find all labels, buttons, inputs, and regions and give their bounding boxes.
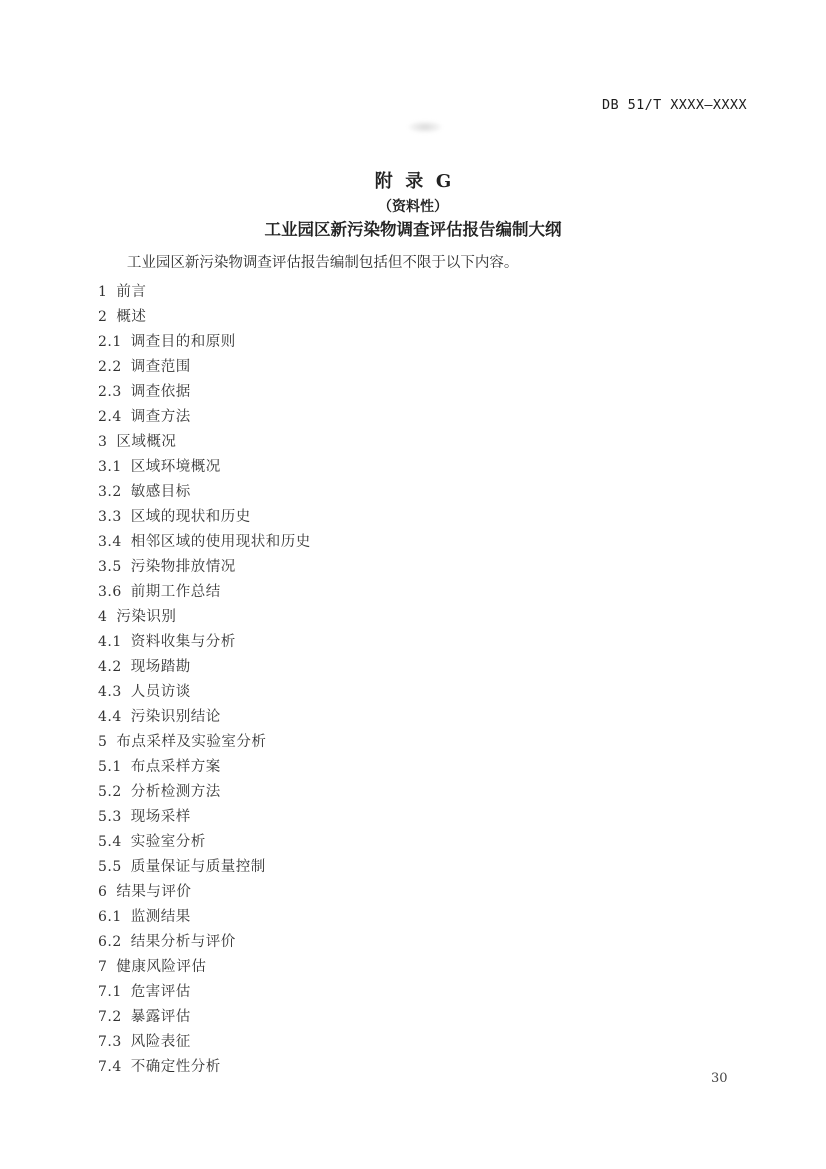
appendix-title-block bbox=[0, 171, 826, 240]
item-label: 不确定性分析 bbox=[130, 1059, 221, 1075]
appendix-subtitle: 工业园区新污染物调查评估报告编制大纲 bbox=[264, 220, 562, 239]
list-item bbox=[98, 953, 766, 978]
intro-paragraph: 工业园区新污染物调查评估报告编制包括但不限于以下内容。 bbox=[126, 255, 519, 271]
list-item bbox=[98, 928, 766, 953]
item-number: 5.4 bbox=[98, 834, 122, 850]
item-number: 2.2 bbox=[98, 359, 122, 375]
list-item bbox=[98, 528, 766, 553]
item-label: 调查范围 bbox=[130, 359, 191, 375]
item-number: 4.4 bbox=[98, 709, 122, 725]
page-number: 30 bbox=[711, 1071, 728, 1086]
list-item bbox=[98, 503, 766, 528]
list-item bbox=[98, 903, 766, 928]
item-number: 5.1 bbox=[98, 759, 122, 775]
item-label: 相邻区域的使用现状和历史 bbox=[130, 534, 311, 550]
list-item bbox=[98, 703, 766, 728]
item-label: 区域的现状和历史 bbox=[130, 509, 251, 525]
item-number: 4.3 bbox=[98, 684, 122, 700]
list-item bbox=[98, 678, 766, 703]
item-label: 布点采样方案 bbox=[130, 759, 221, 775]
list-item bbox=[98, 1053, 766, 1078]
item-number: 5.5 bbox=[98, 859, 122, 875]
item-label: 资料收集与分析 bbox=[130, 634, 236, 650]
list-item bbox=[98, 303, 766, 328]
item-label: 结果与评价 bbox=[116, 884, 192, 900]
item-number: 4.2 bbox=[98, 659, 122, 675]
list-item bbox=[98, 828, 766, 853]
list-item bbox=[98, 1028, 766, 1053]
item-number: 2.3 bbox=[98, 384, 122, 400]
item-number: 2.1 bbox=[98, 334, 122, 350]
list-item bbox=[98, 803, 766, 828]
item-number: 6.1 bbox=[98, 909, 122, 925]
list-item bbox=[98, 603, 766, 628]
list-item bbox=[98, 478, 766, 503]
list-item bbox=[98, 278, 766, 303]
item-number: 3.1 bbox=[98, 459, 122, 475]
item-number: 3.6 bbox=[98, 584, 122, 600]
item-label: 暴露评估 bbox=[130, 1009, 191, 1025]
item-number: 3 bbox=[98, 434, 108, 450]
list-item bbox=[98, 753, 766, 778]
item-number: 3.2 bbox=[98, 484, 122, 500]
item-label: 调查依据 bbox=[130, 384, 191, 400]
item-number: 4.1 bbox=[98, 634, 122, 650]
outline-list bbox=[98, 278, 766, 1078]
list-item bbox=[98, 778, 766, 803]
item-label: 监测结果 bbox=[130, 909, 191, 925]
item-number: 3.5 bbox=[98, 559, 122, 575]
item-number: 4 bbox=[98, 609, 108, 625]
list-item bbox=[98, 328, 766, 353]
list-item bbox=[98, 878, 766, 903]
item-number: 7.3 bbox=[98, 1034, 122, 1050]
list-item bbox=[98, 353, 766, 378]
item-number: 7.2 bbox=[98, 1009, 122, 1025]
list-item bbox=[98, 453, 766, 478]
item-number: 7.1 bbox=[98, 984, 122, 1000]
item-label: 危害评估 bbox=[130, 984, 191, 1000]
item-label: 布点采样及实验室分析 bbox=[116, 734, 267, 750]
list-item bbox=[98, 403, 766, 428]
item-label: 人员访谈 bbox=[130, 684, 191, 700]
item-label: 健康风险评估 bbox=[116, 959, 207, 975]
list-item bbox=[98, 578, 766, 603]
list-item bbox=[98, 653, 766, 678]
item-label: 现场采样 bbox=[130, 809, 191, 825]
item-label: 现场踏勘 bbox=[130, 659, 191, 675]
item-label: 前期工作总结 bbox=[130, 584, 221, 600]
item-label: 概述 bbox=[116, 309, 147, 325]
item-label: 实验室分析 bbox=[130, 834, 206, 850]
list-item bbox=[98, 1003, 766, 1028]
item-number: 5.2 bbox=[98, 784, 122, 800]
scan-smudge-artifact bbox=[408, 121, 442, 133]
item-number: 6 bbox=[98, 884, 108, 900]
item-label: 区域环境概况 bbox=[130, 459, 221, 475]
item-label: 污染物排放情况 bbox=[130, 559, 236, 575]
list-item bbox=[98, 628, 766, 653]
appendix-type-label: （资料性） bbox=[378, 199, 448, 215]
item-number: 3.4 bbox=[98, 534, 122, 550]
item-number: 5.3 bbox=[98, 809, 122, 825]
item-number: 5 bbox=[98, 734, 108, 750]
item-number: 1 bbox=[98, 284, 108, 300]
list-item bbox=[98, 553, 766, 578]
standard-code: DB 51/T XXXX—XXXX bbox=[602, 97, 747, 113]
item-number: 2.4 bbox=[98, 409, 122, 425]
item-number: 3.3 bbox=[98, 509, 122, 525]
list-item bbox=[98, 378, 766, 403]
item-label: 质量保证与质量控制 bbox=[130, 859, 266, 875]
item-number: 2 bbox=[98, 309, 108, 325]
list-item bbox=[98, 853, 766, 878]
item-number: 6.2 bbox=[98, 934, 122, 950]
list-item bbox=[98, 728, 766, 753]
item-label: 前言 bbox=[116, 284, 147, 300]
item-label: 调查方法 bbox=[130, 409, 191, 425]
list-item bbox=[98, 428, 766, 453]
item-number: 7 bbox=[98, 959, 108, 975]
item-label: 区域概况 bbox=[116, 434, 177, 450]
list-item bbox=[98, 978, 766, 1003]
item-label: 污染识别结论 bbox=[130, 709, 221, 725]
item-label: 污染识别 bbox=[116, 609, 177, 625]
appendix-heading: 附 录 G bbox=[374, 171, 452, 192]
item-label: 敏感目标 bbox=[130, 484, 191, 500]
item-label: 结果分析与评价 bbox=[130, 934, 236, 950]
item-number: 7.4 bbox=[98, 1059, 122, 1075]
item-label: 调查目的和原则 bbox=[130, 334, 236, 350]
item-label: 分析检测方法 bbox=[130, 784, 221, 800]
item-label: 风险表征 bbox=[130, 1034, 191, 1050]
